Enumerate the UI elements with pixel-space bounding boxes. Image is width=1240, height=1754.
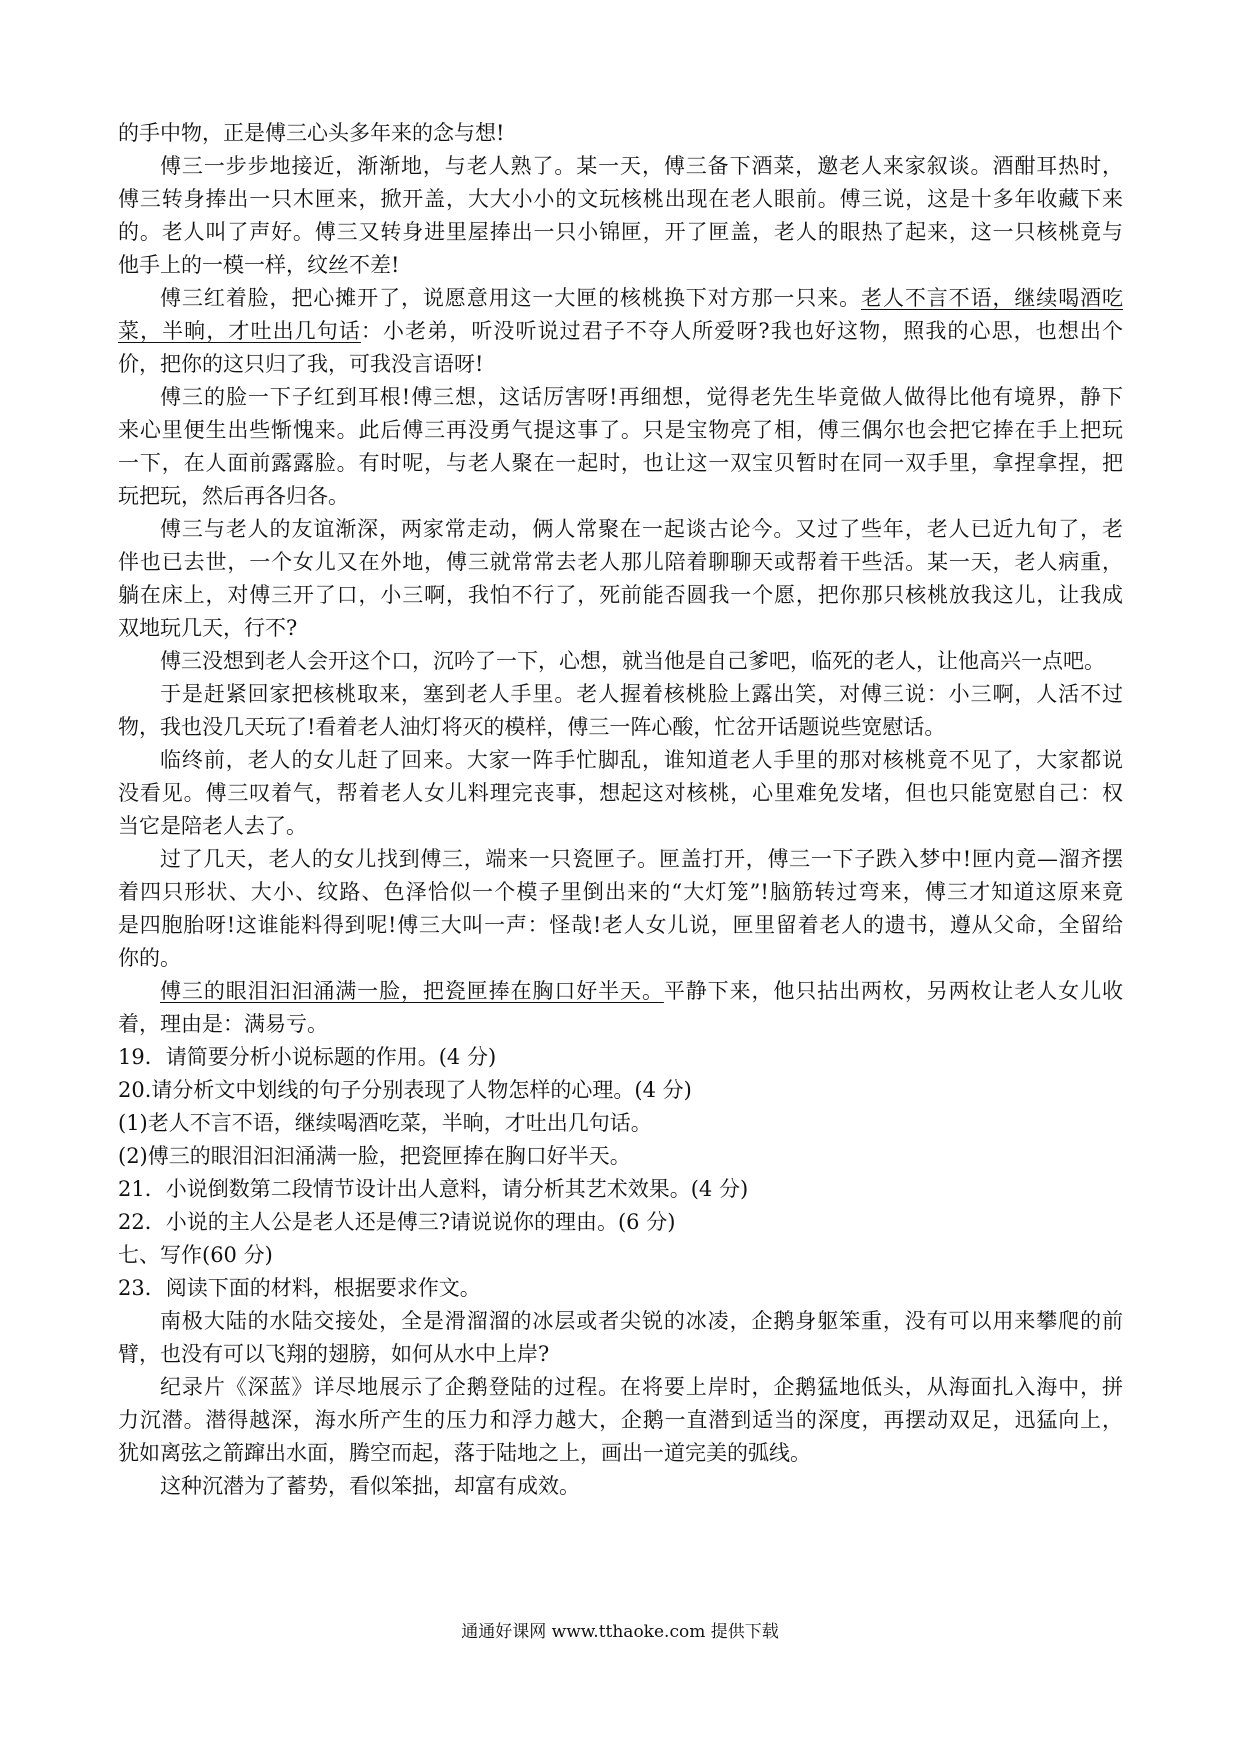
text-line: 傅三与老人的友谊渐深，两家常走动，俩人常聚在一起谈古论今。又过了些年，老人已近九旬了，老: [160, 517, 1123, 541]
text-line: 傅三转身捧出一只木匣来，掀开盖，大大小小的文玩核桃出现在老人眼前。傅三说，这是十多年收藏下来: [118, 187, 1123, 211]
text-segment: 傅三红着脸，把心摊开了，说愿意用这一大匣的核桃换下对方那一只来。: [160, 286, 862, 310]
text-line: 伴也已去世，一个女儿又在外地，傅三就常常去老人那儿陪着聊聊天或帮着干些活。某一天，老人病重，: [118, 550, 1123, 574]
text-line: 臂，也没有可以飞翔的翅膀，如何从水中上岸?: [118, 1342, 550, 1366]
text-line: [118, 316, 1123, 349]
text-line: 七、写作(60 分): [118, 1243, 273, 1267]
text-segment: ：小老弟，听没听说过君子不夺人所爱呀?我也好这物，照我的心思，也想出个: [360, 319, 1123, 343]
document-body: [118, 118, 1123, 1504]
text-line: 这种沉潜为了蓄势，看似笨拙，却富有成效。: [160, 1474, 580, 1498]
text-line: 23．阅读下面的材料，根据要求作文。: [118, 1276, 481, 1300]
text-line: 22．小说的主人公是老人还是傅三?请说说你的理由。(6 分): [118, 1210, 676, 1234]
text-line: 21．小说倒数第二段情节设计出人意料，请分析其艺术效果。(4 分): [118, 1177, 749, 1201]
text-line: 临终前，老人的女儿赶了回来。大家一阵手忙脚乱，谁知道老人手里的那对核桃竟不见了，大家都说: [160, 748, 1123, 772]
text-line: 没看见。傅三叹着气，帮着老人女儿料理完丧事，想起这对核桃，心里难免发堵，但也只能宽慰自己：权: [118, 781, 1123, 805]
text-line: 着四只形状、大小、纹路、色泽恰似一个模子里倒出来的“大灯笼”!脑筋转过弯来，傅三才知道这原来竟: [118, 880, 1123, 904]
text-line: 物，我也没几天玩了!看着老人油灯将灭的模样，傅三一阵心酸，忙岔开话题说些宽慰话。: [118, 715, 946, 739]
text-line: 的。老人叫了声好。傅三又转身进里屋捧出一只小锦匣，开了匣盖，老人的眼热了起来，这一只核桃竟与: [118, 220, 1123, 244]
text-line: 傅三一步步地接近，渐渐地，与老人熟了。某一天，傅三备下酒菜，邀老人来家叙谈。酒酣耳热时，: [160, 154, 1123, 178]
text-segment: 平静下来，他只拈出两枚，另两枚让老人女儿收: [663, 979, 1123, 1003]
text-line: 傅三没想到老人会开这个口，沉吟了一下，心想，就当他是自己爹吧，临死的老人，让他高兴一点吧。: [160, 649, 1105, 673]
text-line: (1)老人不言不语，继续喝酒吃菜，半晌，才吐出几句话。: [118, 1111, 652, 1135]
text-line: 南极大陆的水陆交接处，全是滑溜溜的冰层或者尖锐的冰凌，企鹅身躯笨重，没有可以用来攀爬的前: [160, 1309, 1123, 1333]
text-line: (2)傅三的眼泪汩汩涌满一脸，把瓷匣捧在胸口好半天。: [118, 1144, 631, 1168]
underlined-sentence: 菜，半晌，才吐出几句话: [118, 319, 361, 343]
underlined-sentence: 傅三的眼泪汩汩涌满一脸，把瓷匣捧在胸口好半天。: [160, 979, 664, 1003]
text-line: [118, 976, 1123, 1009]
text-line: 玩把玩，然后再各归各。: [118, 484, 349, 508]
text-line: 的手中物，正是傅三心头多年来的念与想!: [118, 121, 505, 145]
text-line: 19．请简要分析小说标题的作用。(4 分): [118, 1045, 497, 1069]
text-line: 双地玩几天，行不?: [118, 616, 298, 640]
page-footer: 通通好课网 www.tthaoke.com 提供下载: [461, 1622, 779, 1642]
text-line: 纪录片《深蓝》详尽地展示了企鹅登陆的过程。在将要上岸时，企鹅猛地低头，从海面扎入海中，拼: [160, 1375, 1123, 1399]
text-line: 一下，在人面前露露脸。有时呢，与老人聚在一起时，也让这一双宝贝暂时在同一双手里，拿捏拿捏，把: [118, 451, 1123, 475]
text-line: 着，理由是：满易亏。: [118, 1012, 328, 1036]
text-line: 傅三的脸一下子红到耳根!傅三想，这话厉害呀!再细想，觉得老先生毕竟做人做得比他有境界，静下: [160, 385, 1123, 409]
text-line: 于是赶紧回家把核桃取来，塞到老人手里。老人握着核桃脸上露出笑，对傅三说：小三啊，人活不过: [160, 682, 1123, 706]
text-line: [118, 283, 1123, 316]
text-line: 当它是陪老人去了。: [118, 814, 307, 838]
text-line: 过了几天，老人的女儿找到傅三，端来一只瓷匣子。匣盖打开，傅三一下子跌入梦中!匣内竟—溜齐摆: [160, 847, 1123, 871]
text-line: 20.请分析文中划线的句子分别表现了人物怎样的心理。(4 分): [118, 1078, 692, 1102]
text-line: 躺在床上，对傅三开了口，小三啊，我怕不行了，死前能否圆我一个愿，把你那只核桃放我这儿，让我成: [118, 583, 1123, 607]
text-line: 力沉潜。潜得越深，海水所产生的压力和浮力越大，企鹅一直潜到适当的深度，再摆动双足，迅猛向上，: [118, 1408, 1123, 1432]
underlined-sentence: 老人不言不语，继续喝酒吃: [861, 286, 1123, 310]
text-line: 你的。: [118, 946, 181, 970]
text-line: 犹如离弦之箭蹿出水面，腾空而起，落于陆地之上，画出一道完美的弧线。: [118, 1441, 811, 1465]
text-line: 价，把你的这只归了我，可我没言语呀!: [118, 352, 484, 376]
text-line: 是四胞胎呀!这谁能料得到呢!傅三大叫一声：怪哉!老人女儿说，匣里留着老人的遗书，遵从父命，全留给: [118, 913, 1123, 937]
text-line: 来心里便生出些惭愧来。此后傅三再没勇气提这事了。只是宝物亮了相，傅三偶尔也会把它捧在手上把玩: [118, 418, 1123, 442]
text-line: 他手上的一模一样，纹丝不差!: [118, 253, 400, 277]
